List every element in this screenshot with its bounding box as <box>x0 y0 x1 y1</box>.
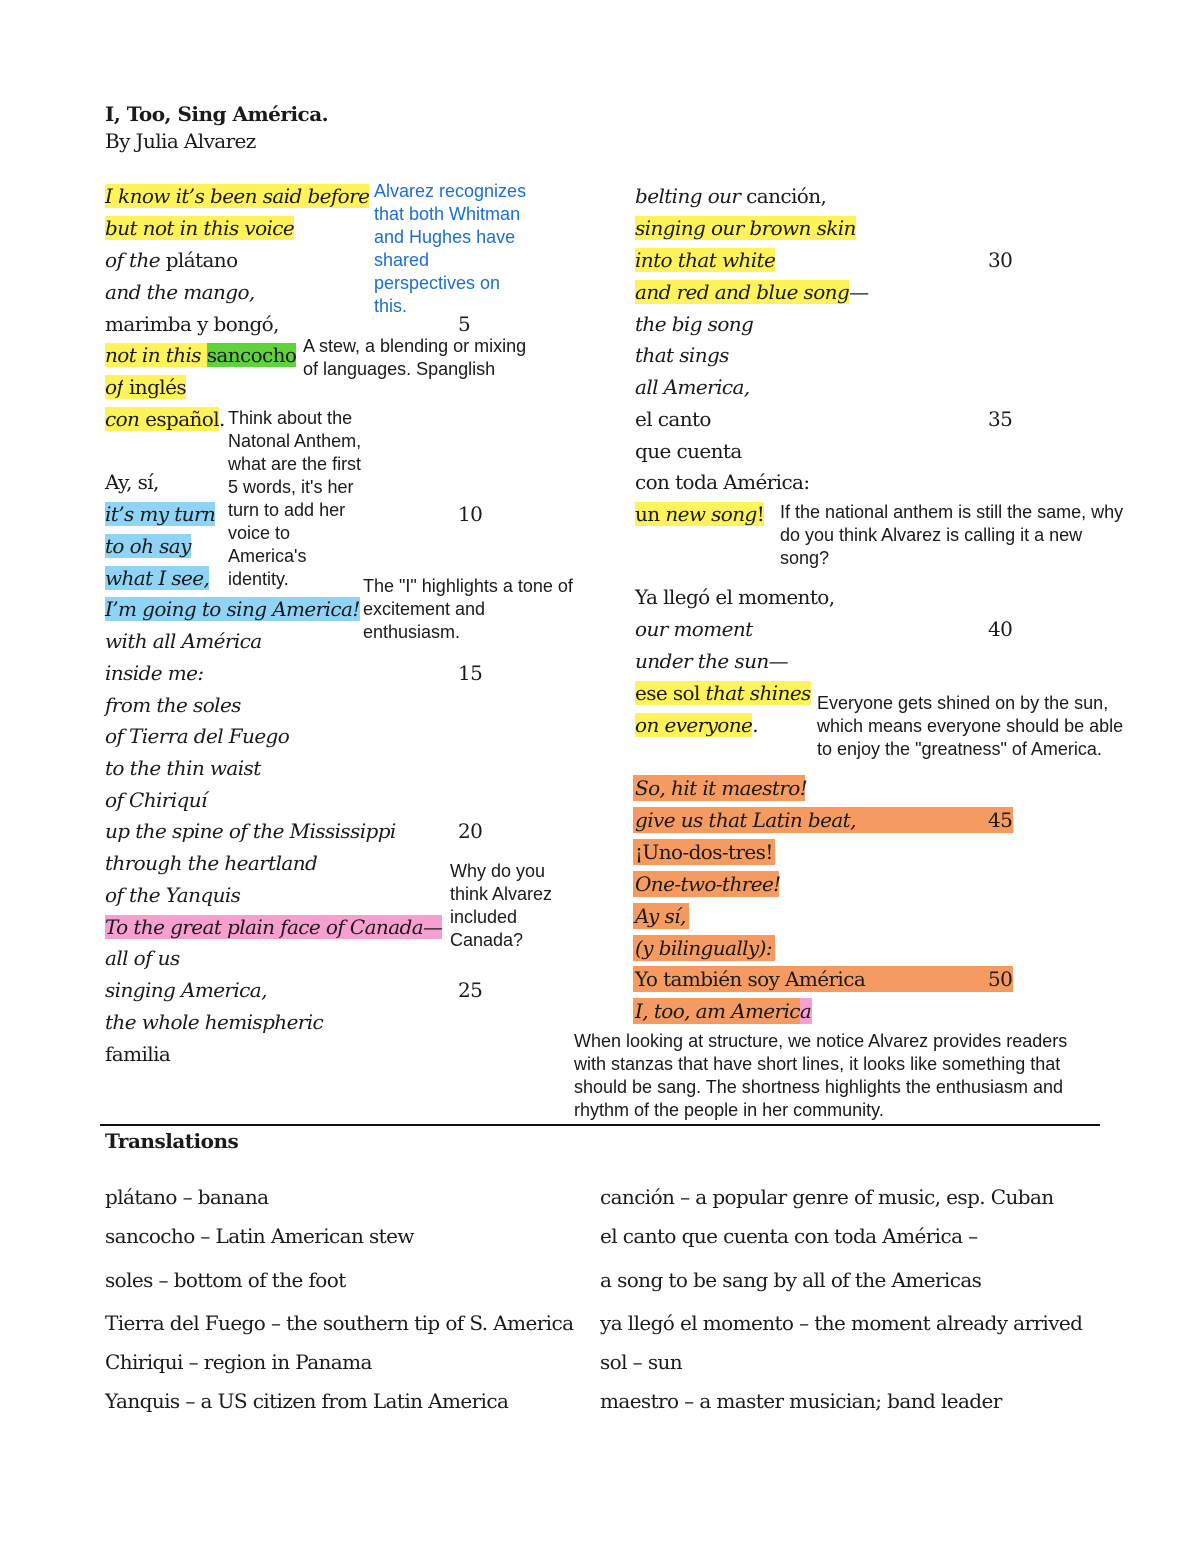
poem-line: all of us <box>105 946 180 970</box>
annotation-whitman: Alvarez recognizes that both Whitman and Hughes have shared perspectives on this. <box>374 181 527 316</box>
annotation-structure: When looking at structure, we notice Alvarez provides readers with stanzas that have short lines, it looks like something that should be sang. The shortness highlights the enthusiasm and rhythm of the people in her community. <box>574 1031 1068 1120</box>
translations-heading: Translations <box>105 1129 239 1153</box>
highlight-yellow: into that white <box>635 248 776 272</box>
highlight-yellow: and red and blue song <box>635 280 850 304</box>
poem-line-part: of the <box>105 248 160 272</box>
poem-line: Ya llegó el momento, <box>635 585 835 609</box>
poem-line: el canto <box>635 407 711 431</box>
poem-line: from the soles <box>105 693 241 717</box>
poem-line: of Tierra del Fuego <box>105 724 290 748</box>
poem-line: Ay sí, <box>635 904 686 928</box>
annotation-tone: The "I" highlights a tone of excitement and enthusiasm. <box>363 576 573 642</box>
highlight-yellow: inglés <box>123 375 186 399</box>
highlight-yellow: but not in this voice <box>105 216 295 240</box>
poem-line: that sings <box>635 343 729 367</box>
highlight-yellow: I know it’s been said before <box>105 184 370 208</box>
poem-line: So, hit it maestro! <box>635 776 808 800</box>
poem-line-part: belting our <box>635 184 741 208</box>
poem-line: of Chiriquí <box>105 788 207 812</box>
highlight-yellow: español <box>139 407 220 431</box>
line-number: 30 <box>988 248 1013 272</box>
highlight-yellow: ! <box>756 502 765 526</box>
poem-line: ¡Uno-dos-tres! <box>635 840 773 864</box>
poem-line <box>105 183 369 209</box>
poem-line <box>635 680 811 706</box>
poem-line: under the sun— <box>635 649 789 673</box>
poem-line <box>635 712 758 738</box>
translation-item: Yanquis – a US citizen from Latin America <box>105 1389 509 1413</box>
poem-line: the big song <box>635 312 754 336</box>
line-number: 35 <box>988 407 1013 431</box>
poem-line: I, too, am America <box>635 999 812 1023</box>
highlight-blue: it’s my turn <box>105 502 216 526</box>
translation-item: ya llegó el momento – the moment already arrived <box>600 1311 1083 1335</box>
poem-title: I, Too, Sing América. <box>105 102 329 126</box>
poem-line: up the spine of the Mississippi <box>105 819 396 843</box>
poem-byline: By Julia Alvarez <box>105 129 256 153</box>
poem-line: and the mango, <box>105 280 255 304</box>
line-number: 20 <box>458 819 483 843</box>
line-number: 5 <box>458 312 471 336</box>
poem-line: of the Yanquis <box>105 883 241 907</box>
highlight-yellow: un <box>635 502 660 526</box>
poem-line: con toda América: <box>635 470 810 494</box>
highlight-yellow: singing our brown skin <box>635 216 856 240</box>
poem-line: our moment <box>635 617 753 641</box>
translation-item: soles – bottom of the foot <box>105 1268 346 1292</box>
poem-line-part: — <box>849 280 869 304</box>
poem-line <box>105 501 215 527</box>
translation-item: canción – a popular genre of music, esp. Cuban <box>600 1185 1054 1209</box>
poem-line <box>105 374 186 400</box>
poem-line: One-two-three! <box>635 872 781 896</box>
poem-line <box>105 533 191 559</box>
translation-item: plátano – banana <box>105 1185 269 1209</box>
translation-item: sol – sun <box>600 1350 683 1374</box>
translation-item: Tierra del Fuego – the southern tip of S. America <box>105 1311 574 1335</box>
highlight-green: sancocho <box>206 343 297 367</box>
poem-line <box>105 247 238 273</box>
poem-line: through the heartland <box>105 851 318 875</box>
highlight-yellow <box>201 343 207 367</box>
annotation-anthem: Think about the Natonal Anthem, what are the first 5 words, it's her turn to add her voice to America's identity. <box>228 408 362 589</box>
poem-line: Ay, sí, <box>105 470 159 494</box>
translation-item: el canto que cuenta con toda América – <box>600 1224 978 1248</box>
annotation-stew: A stew, a blending or mixing of languages. Spanglish <box>303 336 527 379</box>
highlight-yellow: ese sol <box>635 681 700 705</box>
highlight-yellow: con <box>105 407 140 431</box>
line-number: 25 <box>458 978 483 1002</box>
highlight-yellow: that shines <box>699 681 811 705</box>
highlight-blue: I’m going to sing America! <box>105 597 360 621</box>
poem-line <box>105 342 296 368</box>
poem-line <box>635 215 856 241</box>
line-number: 10 <box>458 502 483 526</box>
highlight-pink: To the great plain face of Canada— <box>105 915 443 939</box>
poem-line: familia <box>105 1042 171 1066</box>
poem-line: que cuenta <box>635 439 742 463</box>
poem-line-part: plátano <box>159 248 238 272</box>
line-number: 45 <box>988 808 1013 832</box>
highlight-yellow: new song <box>659 502 757 526</box>
poem-line: marimba y bongó, <box>105 312 279 336</box>
poem-line <box>105 596 360 622</box>
poem-line <box>105 914 442 940</box>
highlight-blue: to oh say <box>105 534 191 558</box>
poem-line-part: . <box>219 407 225 431</box>
annotation-sun: Everyone gets shined on by the sun, which means everyone should be able to enjoy the "greatness" of America. <box>817 693 1124 759</box>
poem-line-part: canción, <box>740 184 827 208</box>
poem-line <box>105 215 294 241</box>
highlight-yellow: on everyone <box>635 713 753 737</box>
poem-line <box>105 565 209 591</box>
poem-line: (y bilingually): <box>635 936 772 960</box>
line-number: 40 <box>988 617 1013 641</box>
poem-line <box>105 406 225 432</box>
poem-line: singing America, <box>105 978 267 1002</box>
translation-item: sancocho – Latin American stew <box>105 1224 414 1248</box>
annotation-canada: Why do you think Alvarez included Canada? <box>450 861 553 950</box>
line-number: 15 <box>458 661 483 685</box>
poem-line: give us that Latin beat, <box>635 808 856 832</box>
poem-line: to the thin waist <box>105 756 261 780</box>
poem-line <box>635 247 775 273</box>
poem-line <box>635 501 764 527</box>
poem-line <box>635 183 826 209</box>
highlight-yellow: of <box>105 375 124 399</box>
translation-item: Chiriqui – region in Panama <box>105 1350 372 1374</box>
section-divider <box>100 1124 1100 1126</box>
poem-line <box>635 279 869 305</box>
poem-line: with all América <box>105 629 262 653</box>
annotation-new-song: If the national anthem is still the same, why do you think Alvarez is calling it a new song? <box>780 502 1124 568</box>
poem-line: all America, <box>635 375 750 399</box>
poem-line: the whole hemispheric <box>105 1010 324 1034</box>
highlight-yellow: not in this <box>105 343 201 367</box>
poem-line-part: . <box>752 713 759 737</box>
translation-item: a song to be sang by all of the Americas <box>600 1268 982 1292</box>
poem-line: inside me: <box>105 661 204 685</box>
poem-line: Yo también soy América <box>635 967 866 991</box>
highlight-blue: what I see, <box>105 566 210 590</box>
line-number: 50 <box>988 967 1013 991</box>
translation-item: maestro – a master musician; band leader <box>600 1389 1002 1413</box>
